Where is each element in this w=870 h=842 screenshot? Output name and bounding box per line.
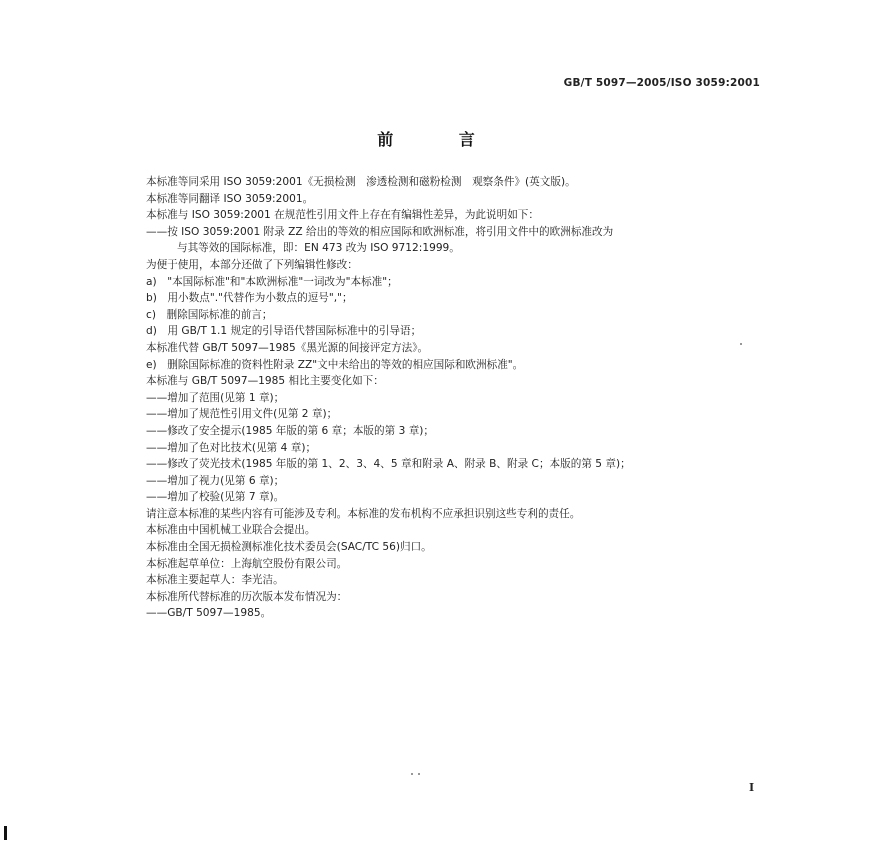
change-item: ——增加了范围(见第 1 章)； — [146, 391, 285, 404]
page-title: 前 言 — [377, 130, 505, 149]
list-item: a) "本国际标准"和"本欧洲标准"一词改为"本标准"； — [146, 275, 398, 288]
text-line: 本标准所代替标准的历次版本发布情况为： — [146, 590, 348, 603]
text-line: 本标准与 GB/T 5097—1985 相比主要变化如下： — [146, 375, 384, 388]
change-item: ——增加了色对比技术(见第 4 章)； — [146, 441, 317, 454]
text-line: 本标准与 ISO 3059:2001 在规范性引用文件上存在有编辑性差异，为此说明如下： — [146, 209, 539, 222]
list-item: b) 用小数点"."代替作为小数点的逗号","； — [146, 292, 353, 305]
change-item: ——增加了校验(见第 7 章)。 — [146, 491, 285, 504]
text-line: 本标准由中国机械工业联合会提出。 — [146, 524, 316, 537]
change-item: ——修改了安全提示(1985 年版的第 6 章；本版的第 3 章)； — [146, 424, 435, 437]
text-line: 本标准主要起草人：李光洁。 — [146, 574, 284, 587]
text-line: ——按 ISO 3059:2001 附录 ZZ 给出的等效的相应国际和欧洲标准，将引用文件中的欧洲标准改为 — [146, 225, 614, 238]
list-item: e) 删除国际标准的资料性附录 ZZ"文中未给出的等效的相应国际和欧洲标准"。 — [146, 358, 524, 371]
scan-edge-mark — [4, 826, 7, 840]
scan-speck — [740, 343, 742, 345]
scan-speck — [418, 773, 420, 775]
scan-speck — [411, 773, 413, 775]
change-item: ——增加了视力(见第 6 章)； — [146, 474, 285, 487]
text-line: 本标准等同翻译 ISO 3059:2001。 — [146, 192, 314, 205]
list-item: d) 用 GB/T 1.1 规定的引导语代替国际标准中的引导语； — [146, 325, 422, 338]
text-line: 为便于使用，本部分还做了下列编辑性修改： — [146, 258, 358, 271]
standard-code: GB/T 5097—2005/ISO 3059:2001 — [563, 77, 760, 89]
text-line: 请注意本标准的某些内容有可能涉及专利。本标准的发布机构不应承担识别这些专利的责任。 — [146, 507, 581, 520]
change-item: ——增加了规范性引用文件(见第 2 章)； — [146, 408, 338, 421]
text-line: 本标准起草单位：上海航空股份有限公司。 — [146, 557, 348, 570]
text-line: 本标准代替 GB/T 5097—1985《黑光源的间接评定方法》。 — [146, 341, 429, 354]
text-line: 本标准由全国无损检测标准化技术委员会(SAC/TC 56)归口。 — [146, 541, 432, 554]
document-body — [146, 174, 786, 622]
list-item: c) 删除国际标准的前言； — [146, 308, 273, 321]
text-line: 与其等效的国际标准，即：EN 473 改为 ISO 9712:1999。 — [177, 242, 460, 255]
text-line: 本标准等同采用 ISO 3059:2001《无损检测 渗透检测和磁粉检测 观察条件》(英文版)。 — [146, 176, 576, 188]
text-line: ——GB/T 5097—1985。 — [146, 607, 272, 620]
page-number: I — [749, 781, 755, 794]
change-item: ——修改了荧光技术(1985 年版的第 1、2、3、4、5 章和附录 A、附录 B、附录 C；本版的第 5 章)； — [146, 458, 631, 471]
